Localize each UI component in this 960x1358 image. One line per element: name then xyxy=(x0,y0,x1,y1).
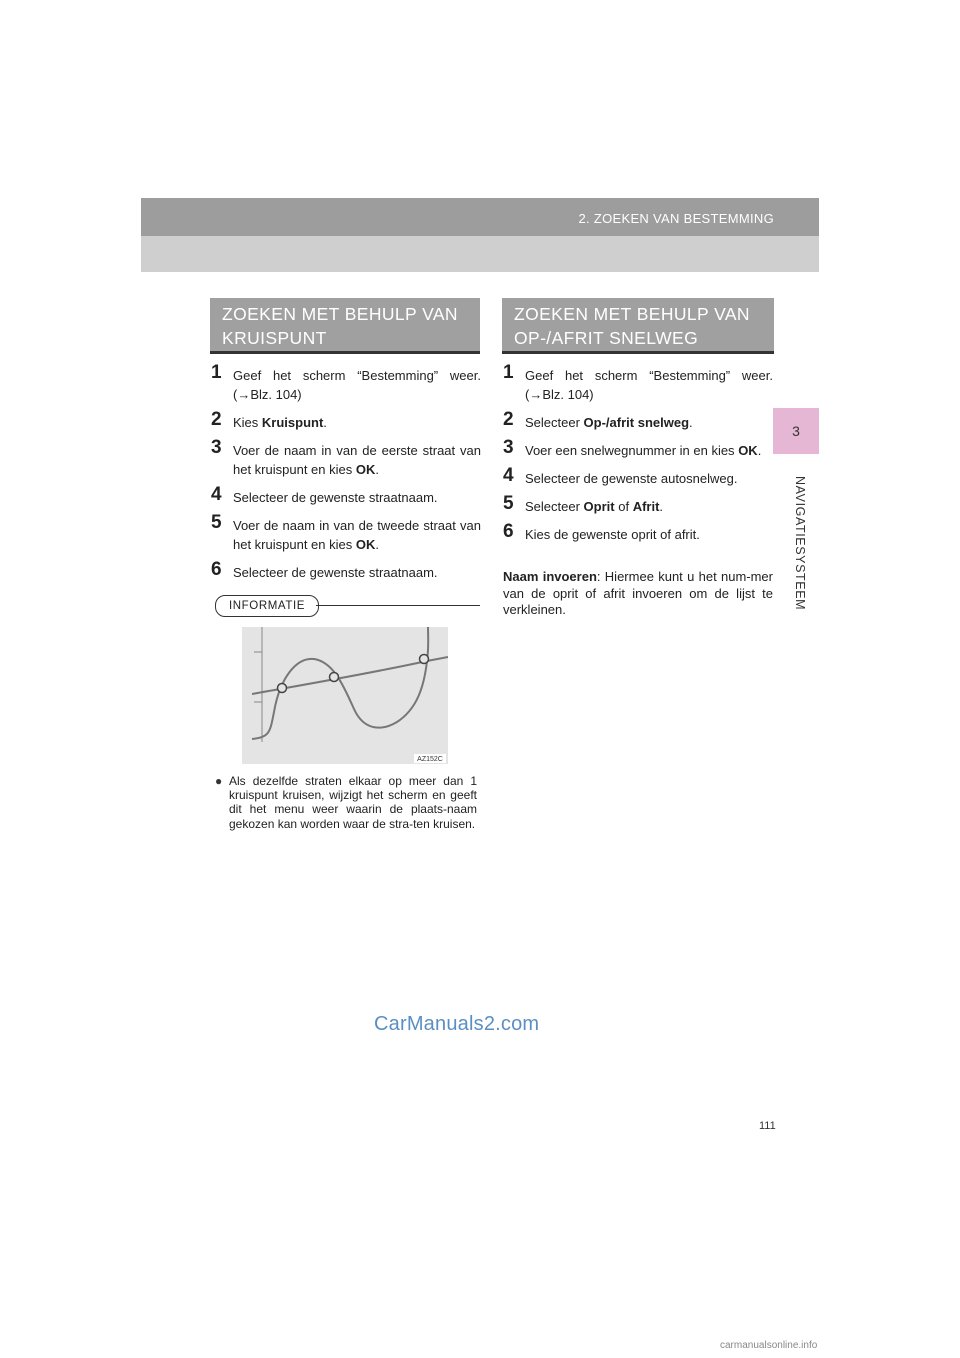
note-keyword: Naam invoeren xyxy=(503,569,597,584)
step-keyword: OK xyxy=(738,443,758,458)
step-keyword-2: Afrit xyxy=(632,499,660,514)
step-text: Selecteer de gewenste autosnelweg. xyxy=(525,471,738,486)
intersection-marker xyxy=(330,673,339,682)
step-text: Geef het scherm “Bestemming” weer. (→Blz. 104) xyxy=(525,368,773,402)
intersection-figure xyxy=(242,627,448,764)
chapter-number-tab: 3 xyxy=(773,408,819,454)
step-text: Selecteer xyxy=(525,499,584,514)
header-bar xyxy=(141,198,819,236)
step-keyword: Kruispunt xyxy=(261,415,324,430)
page-number: 111 xyxy=(759,1120,776,1132)
step-item xyxy=(211,484,481,507)
step-text-end: . xyxy=(659,499,664,514)
step-text: Selecteer de gewenste straatnaam. xyxy=(233,490,438,505)
steps-list-snelweg xyxy=(503,362,773,553)
step-number: 4 xyxy=(211,484,222,505)
step-number: 6 xyxy=(503,521,514,542)
step-text-end: . xyxy=(689,415,693,430)
step-keyword: Oprit xyxy=(583,499,615,514)
heading-line-1: ZOEKEN MET BEHULP VAN xyxy=(514,304,750,324)
heading-line-1: ZOEKEN MET BEHULP VAN xyxy=(222,304,458,324)
step-text: Selecteer de gewenste straatnaam. xyxy=(233,565,438,580)
informatie-label: INFORMATIE xyxy=(215,595,319,617)
step-number: 1 xyxy=(211,362,222,383)
step-item xyxy=(211,409,481,432)
intersection-marker xyxy=(420,655,429,664)
step-keyword: Op-/afrit snelweg xyxy=(583,415,690,430)
step-number: 3 xyxy=(503,437,514,458)
footer-watermark: carmanualsonline.info xyxy=(720,1340,818,1351)
step-number: 3 xyxy=(211,437,222,458)
step-text: Kies de gewenste oprit of afrit. xyxy=(525,527,700,542)
bullet-text: Als dezelfde straten elkaar op meer dan 1 kruispunt kruisen, wijzigt het scherm en geeft dit het menu weer waarin de plaats-naam gekozen kan worden waar de stra-ten kruisen. xyxy=(229,774,477,831)
step-item xyxy=(503,437,773,460)
steps-list-kruispunt xyxy=(211,362,481,591)
step-number: 1 xyxy=(503,362,514,383)
step-text-end: . xyxy=(375,537,379,552)
step-number: 6 xyxy=(211,559,222,580)
step-item xyxy=(211,559,481,582)
heading-line-2: KRUISPUNT xyxy=(222,328,327,348)
step-keyword: OK xyxy=(355,537,376,552)
section-heading-snelweg xyxy=(502,298,774,354)
step-text: Voer de naam in van de eerste straat van het kruispunt en kies xyxy=(233,443,481,477)
bullet-icon: ● xyxy=(215,774,223,788)
figure-code: AZ152C xyxy=(417,756,443,763)
step-item xyxy=(211,512,481,554)
figure-background xyxy=(242,627,448,764)
note-text: : Hiermee kunt u het num-mer van de oprit of afrit invoeren om de lijst te verkleinen. xyxy=(503,569,773,617)
step-item xyxy=(503,465,773,488)
info-bullet xyxy=(215,774,477,831)
step-text: Voer de naam in van de tweede straat van het kruispunt en kies xyxy=(233,518,481,552)
step-number: 5 xyxy=(503,493,514,514)
step-text-end: . xyxy=(757,443,762,458)
step-text: Selecteer xyxy=(525,415,584,430)
step-text-end: . xyxy=(375,462,379,477)
header-subbar xyxy=(141,236,819,272)
section-title: 2. ZOEKEN VAN BESTEMMING xyxy=(578,211,774,226)
step-text-end: . xyxy=(323,415,327,430)
watermark-link[interactable]: CarManuals2.com xyxy=(374,1013,540,1035)
step-item xyxy=(503,493,773,516)
step-number: 5 xyxy=(211,512,222,533)
step-text: Kies xyxy=(233,415,262,430)
step-number: 2 xyxy=(211,409,222,430)
step-item xyxy=(211,362,481,404)
step-item xyxy=(503,362,773,404)
step-item xyxy=(503,409,773,432)
step-number: 2 xyxy=(503,409,514,430)
naam-invoeren-note xyxy=(503,569,773,619)
step-number: 4 xyxy=(503,465,514,486)
intersection-marker xyxy=(278,684,287,693)
step-text: Voer een snelwegnummer in en kies xyxy=(525,443,739,458)
step-text-mid: of xyxy=(614,499,633,514)
step-text: Geef het scherm “Bestemming” weer. (→Blz. 104) xyxy=(233,368,481,402)
step-item xyxy=(211,437,481,479)
step-item xyxy=(503,521,773,544)
heading-line-2: OP-/AFRIT SNELWEG xyxy=(514,328,699,348)
chapter-label: NAVIGATIESYSTEEM xyxy=(793,476,807,611)
informatie-divider xyxy=(316,605,480,606)
step-keyword: OK xyxy=(355,462,376,477)
section-heading-kruispunt xyxy=(210,298,480,354)
